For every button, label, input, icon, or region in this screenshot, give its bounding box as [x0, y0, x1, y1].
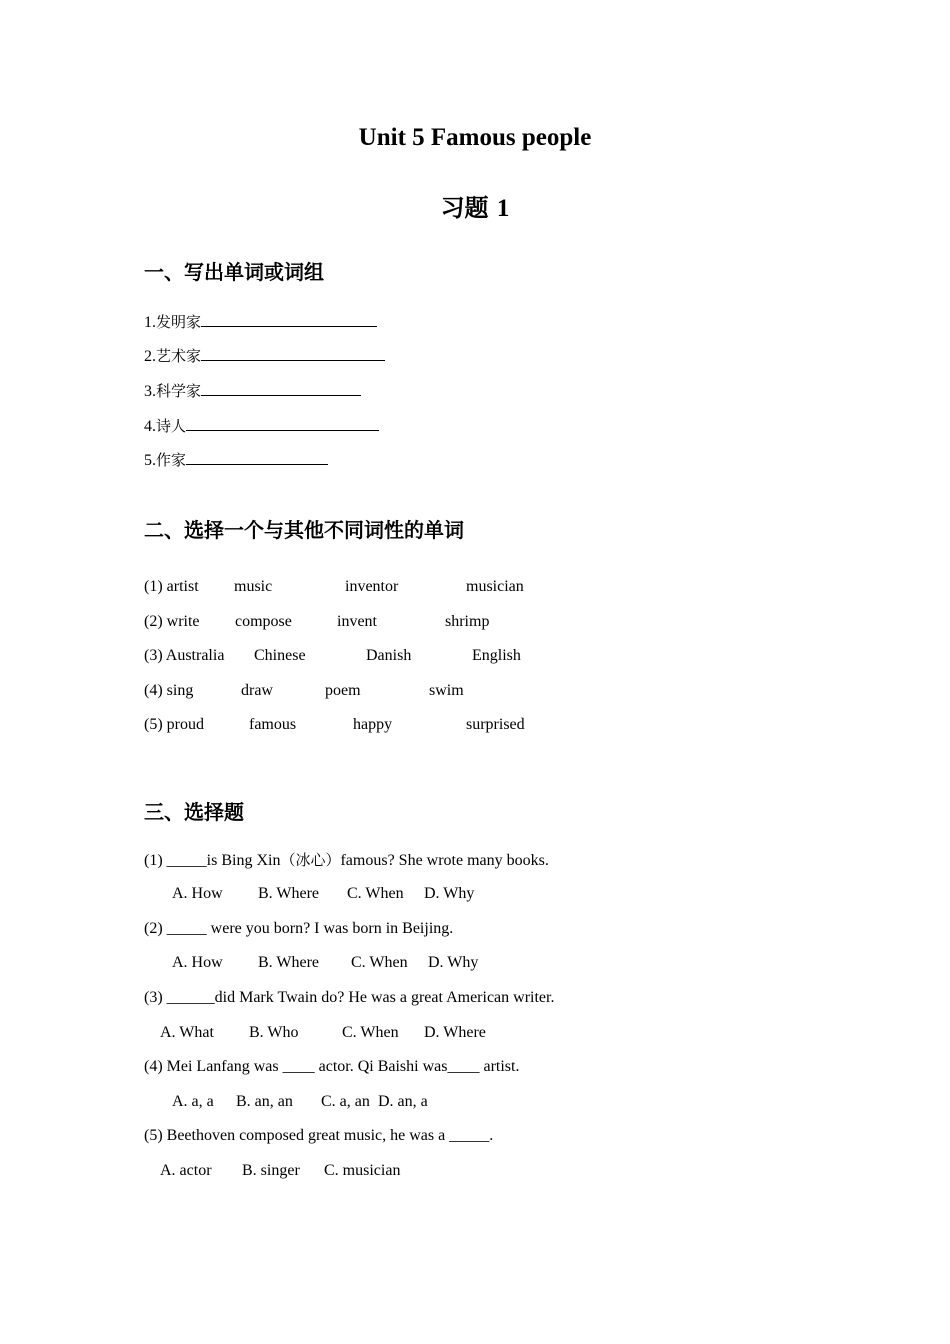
option-b[interactable]: B. Where: [258, 954, 320, 971]
section-3-heading: 三、选择题: [144, 800, 244, 824]
option-b[interactable]: B. singer: [242, 1162, 300, 1179]
item-number: 3.: [144, 383, 156, 400]
item-text: 科学家: [156, 382, 202, 400]
option-d[interactable]: D. Why: [428, 954, 479, 971]
question-text: (4) Mei Lanfang was ____ actor. Qi Baishi was____ artist.: [144, 1058, 520, 1075]
section-1-heading: 一、写出单词或词组: [144, 260, 324, 284]
vocab-item-2: [144, 343, 385, 365]
item-text: 诗人: [156, 417, 187, 435]
option-c[interactable]: C. When: [342, 1024, 399, 1041]
option-b[interactable]: B. Who: [249, 1024, 299, 1041]
word-option: (1) artist: [144, 578, 199, 595]
vocab-item-5: [144, 447, 328, 469]
word-option: shrimp: [445, 613, 490, 630]
option-c[interactable]: C. When: [347, 885, 404, 902]
word-option: invent: [337, 613, 377, 630]
question-4: [144, 1056, 519, 1078]
option-b[interactable]: B. an, an: [236, 1093, 293, 1110]
item-number: 2.: [144, 348, 156, 365]
vocab-item-3: [144, 378, 361, 400]
exercise-number: 1: [496, 195, 510, 222]
word-option: musician: [466, 578, 524, 595]
exercise-title-cn: 习题: [440, 194, 489, 222]
option-a[interactable]: A. a, a: [172, 1093, 214, 1110]
answer-blank[interactable]: [201, 378, 361, 396]
word-option: famous: [249, 716, 297, 733]
word-option: (2) write: [144, 613, 200, 630]
option-b[interactable]: B. Where: [258, 885, 320, 902]
option-c[interactable]: C. musician: [324, 1162, 401, 1179]
option-d[interactable]: D. an, a: [378, 1093, 428, 1110]
section-2-heading: 二、选择一个与其他不同词性的单词: [144, 518, 464, 542]
word-option: Chinese: [254, 647, 306, 664]
item-number: 4.: [144, 418, 156, 435]
exercise-title: [0, 188, 950, 223]
word-option: happy: [353, 716, 393, 733]
word-option: draw: [241, 682, 273, 699]
option-a[interactable]: A. What: [160, 1024, 214, 1041]
answer-blank[interactable]: [186, 413, 379, 431]
answer-blank[interactable]: [201, 309, 377, 327]
option-a[interactable]: A. actor: [160, 1162, 212, 1179]
word-option: Danish: [366, 647, 412, 664]
item-number: 1.: [144, 314, 156, 331]
question-5: [144, 1125, 493, 1147]
question-text: (2) _____ were you born? I was born in Beijing.: [144, 920, 454, 937]
option-a[interactable]: A. How: [172, 885, 223, 902]
page-title: Unit 5 Famous people: [358, 124, 592, 151]
vocab-item-1: [144, 309, 377, 331]
word-option: surprised: [466, 716, 525, 733]
option-d[interactable]: D. Why: [424, 885, 475, 902]
question-text: (1) _____is Bing Xin: [144, 852, 281, 869]
question-text: famous? She wrote many books.: [340, 852, 549, 869]
question-2: [144, 918, 453, 940]
item-text: 作家: [156, 451, 187, 469]
question-1: [144, 849, 549, 871]
item-number: 5.: [144, 452, 156, 469]
vocab-item-4: [144, 413, 379, 435]
option-c[interactable]: C. a, an: [321, 1093, 370, 1110]
word-option: poem: [325, 682, 361, 699]
word-option: (5) proud: [144, 716, 204, 733]
item-text: 艺术家: [156, 347, 202, 365]
option-a[interactable]: A. How: [172, 954, 223, 971]
word-option: swim: [429, 682, 464, 699]
word-option: inventor: [345, 578, 399, 595]
answer-blank[interactable]: [186, 447, 328, 465]
option-c[interactable]: C. When: [351, 954, 408, 971]
option-d[interactable]: D. Where: [424, 1024, 486, 1041]
word-option: (4) sing: [144, 682, 194, 699]
word-option: compose: [235, 613, 292, 630]
word-option: (3) Australia: [144, 647, 225, 664]
question-3: [144, 987, 554, 1009]
question-text: (5) Beethoven composed great music, he was a _____.: [144, 1127, 494, 1144]
question-text-cn: （冰心）: [280, 851, 341, 869]
answer-blank[interactable]: [201, 343, 385, 361]
word-option: music: [234, 578, 273, 595]
item-text: 发明家: [156, 313, 202, 331]
word-option: English: [472, 647, 521, 664]
question-text: (3) ______did Mark Twain do? He was a great American writer.: [144, 989, 555, 1006]
